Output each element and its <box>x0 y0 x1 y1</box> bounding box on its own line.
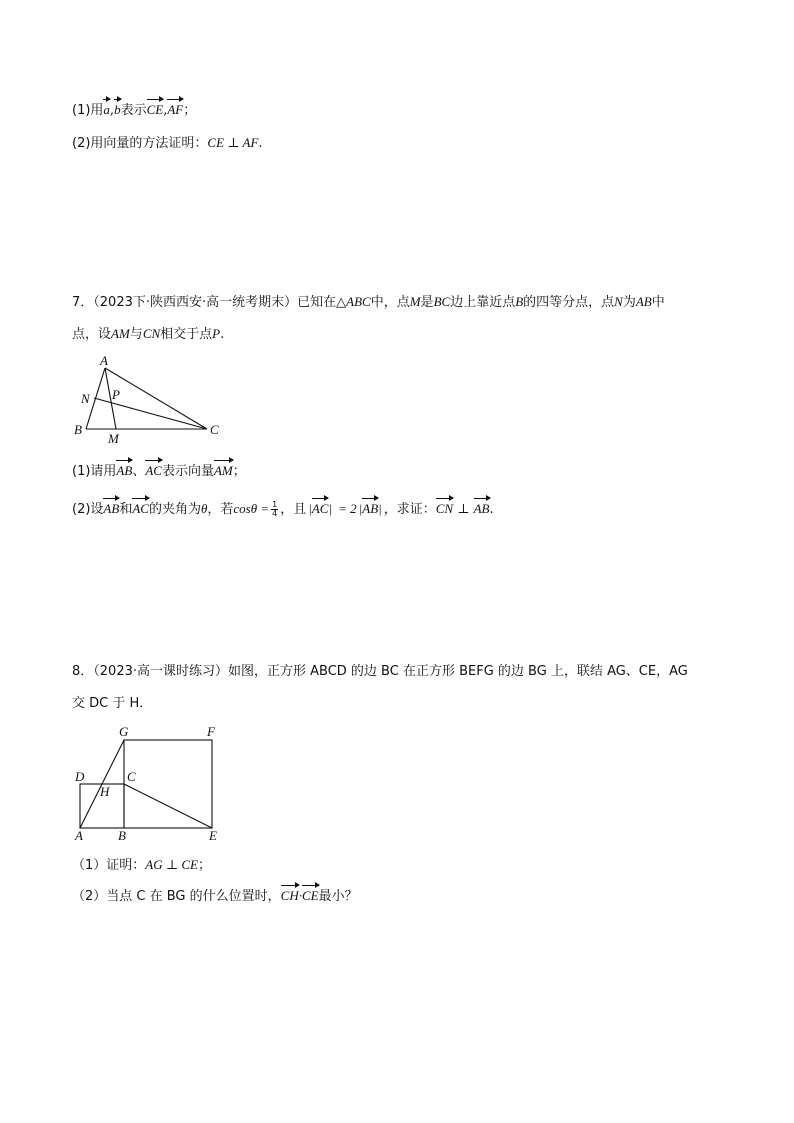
label-P: P <box>112 387 120 402</box>
q6-part2 <box>72 134 263 153</box>
vector-CE: CE <box>301 888 319 903</box>
label-D: D <box>75 769 85 784</box>
vector-AB: AB <box>103 501 120 516</box>
q8-stem-line1: 8．（2023·高一课时练习）如图，正方形 ABCD 的边 BC 在正方形 BEFG 的边 BG 上，联结 AG、CE，AG <box>72 664 688 679</box>
q8-part1-math: AG ⊥ CE <box>145 857 198 872</box>
denominator: 4 <box>272 509 278 518</box>
label-A: A <box>100 353 108 368</box>
q8-squares-figure <box>70 722 230 844</box>
q7-text: 边上靠近点 <box>450 295 516 310</box>
q7-text: ，求证： <box>383 502 436 517</box>
abs-AB: |AB| <box>358 501 382 516</box>
segment-AB: AB <box>635 294 652 309</box>
fraction-one-quarter <box>271 501 278 518</box>
label-B: B <box>118 828 126 843</box>
q7-text: 相交于点 <box>160 327 213 342</box>
label-H: H <box>100 784 110 799</box>
vector-AM: AM <box>213 463 233 478</box>
vector-CH: CH <box>280 888 299 903</box>
q8-text: （1）证明： <box>72 858 146 873</box>
comma: , <box>109 103 115 118</box>
q6-part1 <box>72 101 196 120</box>
q6-part1-prefix: (1)用 <box>72 103 104 118</box>
label-F: F <box>207 724 215 739</box>
q7-text: 7．（2023下·陕西西安·高一统考期末）已知在 <box>72 295 337 310</box>
vector-AB: AB <box>116 463 133 478</box>
segment-CE <box>124 784 212 828</box>
q6-part2-math: CE ⊥ AF <box>207 135 259 150</box>
q8-part1 <box>72 856 211 875</box>
vector-CE: CE <box>146 102 164 117</box>
q7-text: 、 <box>132 464 146 479</box>
label-C: C <box>210 422 219 437</box>
q8-stem-line2: 交 DC 于 H． <box>72 696 153 711</box>
q7-text: 和 <box>119 502 133 517</box>
q7-stem-line2 <box>72 325 224 344</box>
punct: ； <box>197 858 211 873</box>
q8-text: 最小？ <box>318 889 358 904</box>
q8-part2 <box>72 887 358 906</box>
segment-AM: AM <box>111 326 130 341</box>
point-B: B <box>515 294 524 309</box>
q7-text: 中 <box>651 295 665 310</box>
label-A: A <box>75 828 83 843</box>
q7-stem-line1 <box>72 293 665 312</box>
q7-part2 <box>72 500 494 519</box>
q6-part2-prefix: (2)用向量的方法证明： <box>72 136 208 151</box>
point-M: M <box>409 294 421 309</box>
segment-BC: BC <box>433 294 451 309</box>
vector-AB: AB <box>362 501 379 516</box>
segment-CN: CN <box>142 326 161 341</box>
q7-triangle-figure <box>70 352 230 444</box>
label-C: C <box>127 769 136 784</box>
label-B: B <box>74 422 82 437</box>
label-E: E <box>209 828 217 843</box>
q7-text: (2)设 <box>72 502 104 517</box>
vector-AC: AC <box>132 501 149 516</box>
q7-text: ，且 <box>280 502 307 517</box>
vector-AC: AC <box>311 501 329 516</box>
square-BEFG <box>124 740 212 828</box>
vector-CN: CN <box>435 501 454 516</box>
punct: . <box>258 136 263 151</box>
point-N: N <box>614 294 623 309</box>
comma: , <box>163 103 168 118</box>
segment-CN-line <box>94 398 207 429</box>
vector-AF: AF <box>167 102 184 117</box>
vector-AB: AB <box>473 501 490 516</box>
label-M: M <box>108 431 119 444</box>
punct: ； <box>232 464 246 479</box>
punct: ； <box>183 103 197 118</box>
q7-text: 点，设 <box>72 327 112 342</box>
dot-product: · <box>298 888 302 903</box>
vector-a: a <box>103 102 110 117</box>
numerator: 1 <box>272 500 278 509</box>
punct: . <box>489 502 494 517</box>
q7-text: (1)请用 <box>72 464 117 479</box>
equals-two: = 2 <box>338 501 357 516</box>
q7-text: 与 <box>129 327 143 342</box>
q7-text: ，若 <box>207 502 234 517</box>
q6-part1-mid: 表示 <box>120 103 147 118</box>
abs-AC: |AC| <box>308 501 333 516</box>
vector-AC: AC <box>145 463 162 478</box>
punct: . <box>220 327 225 342</box>
q7-text: 中，点 <box>370 295 410 310</box>
q7-text: 表示向量 <box>161 464 214 479</box>
vector-b: b <box>114 102 121 117</box>
edge-AC <box>105 368 207 429</box>
q7-text: 是 <box>420 295 434 310</box>
triangle-ABC: △ABC <box>336 294 371 309</box>
label-N: N <box>81 391 90 406</box>
q8-text: （2）当点 C 在 BG 的什么位置时， <box>72 889 281 904</box>
q7-part1 <box>72 462 246 481</box>
q7-text: 为 <box>622 295 636 310</box>
cos-theta: cosθ = <box>233 501 270 516</box>
q7-text: 的四等分点，点 <box>523 295 615 310</box>
q7-text: 的夹角为 <box>148 502 201 517</box>
perp-symbol: ⊥ <box>457 501 470 516</box>
theta-symbol: θ <box>200 501 208 516</box>
label-G: G <box>119 724 129 739</box>
point-P: P <box>212 326 221 341</box>
